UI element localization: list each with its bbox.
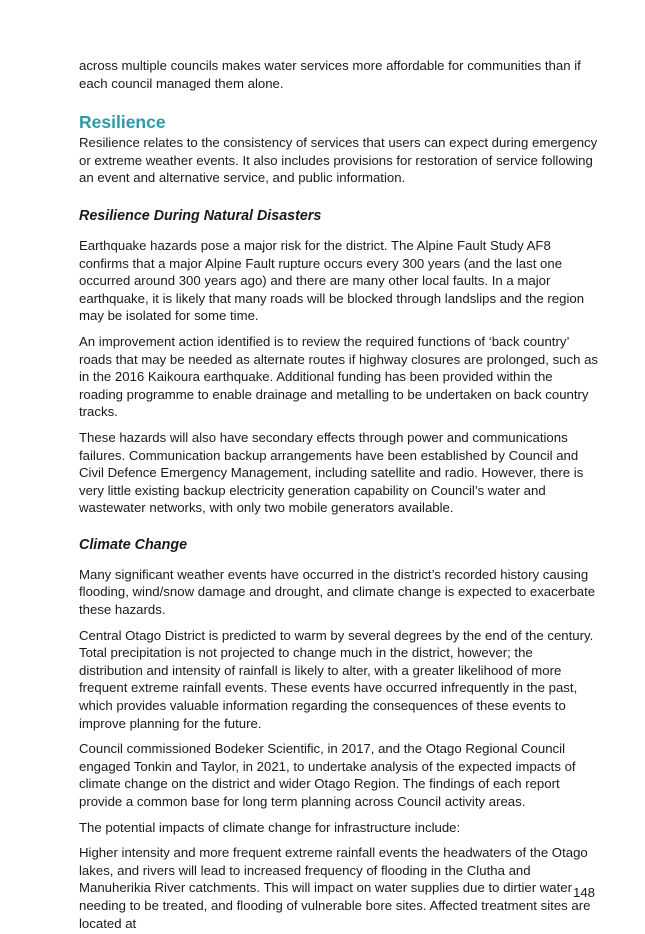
subsection-heading-climate-change: Climate Change [79, 536, 188, 553]
section-intro-paragraph: Resilience relates to the consistency of services that users can expect during emergency or extreme weather events. It also includes provisions for restoration of service following an event and alternative service, and public information. [79, 135, 598, 186]
paragraph-improvement-action: An improvement action identified is to review the required functions of ‘back country’ roads that may be needed as alternate routes if highway closures are prolonged, such as in the 2016 Kaikoura earthquake. Additional funding has been provided within the roading programme to enable drainage and metalling to be undertaken on back country tracks. [79, 333, 599, 420]
subsection-heading-natural-disasters: Resilience During Natural Disasters [79, 207, 322, 224]
paragraph-earthquake-hazards: Earthquake hazards pose a major risk for the district. The Alpine Fault Study AF8 confirms that a major Alpine Fault rupture occurs every 300 years (and the last one occurred around 300 years ago) and there are many other local faults. In a major earthquake, it is likely that many roads will be blocked through landslips and the region may be isolated for some time. [79, 237, 585, 324]
page-number: 148 [572, 885, 595, 900]
document-body [79, 57, 599, 932]
intro-paragraph: across multiple councils makes water services more affordable for communities than if each council managed them alone. [79, 58, 581, 91]
paragraph-rainfall-impacts: Higher intensity and more frequent extreme rainfall events the headwaters of the Otago lakes, and rivers will lead to increased frequency of flooding in the Clutha and Manuherikia River catchments. This will impact on water supplies due to dirtier water needing to be treated, and flooding of vulnerable bore sites. Affected treatment sites are located at [79, 845, 591, 931]
section-heading-resilience: Resilience [79, 112, 166, 133]
paragraph-warming-prediction: Central Otago District is predicted to warm by several degrees by the end of the century. Total precipitation is not projected to change much in the district, however; the distribution and intensity of rainfall is likely to alter, with a greater likelihood of more frequent extreme rainfall events. These events have occurred infrequently in the past, which provides valuable information regarding the consequences of these events to improve planning for the future. [79, 627, 594, 731]
paragraph-secondary-effects: These hazards will also have secondary effects through power and communications failures. Communication backup arrangements have been established by Council and Civil Defence Emergency Management, including satellite and radio. However, there is very little existing backup electricity generation capability on Council’s water and wastewater networks, with only two mobile generators available. [79, 429, 584, 516]
paragraph-weather-events: Many significant weather events have occurred in the district’s recorded history causing flooding, wind/snow damage and drought, and climate change is expected to exacerbate these hazards. [79, 566, 596, 618]
paragraph-potential-impacts: The potential impacts of climate change for infrastructure include: [79, 819, 461, 835]
paragraph-council-analysis: Council commissioned Bodeker Scientific, in 2017, and the Otago Regional Council engaged Tonkin and Taylor, in 2021, to undertake analysis of the expected impacts of climate change on the district and wider Otago Region. The findings of each report provide a common base for long term planning across Council activity areas. [79, 741, 576, 809]
